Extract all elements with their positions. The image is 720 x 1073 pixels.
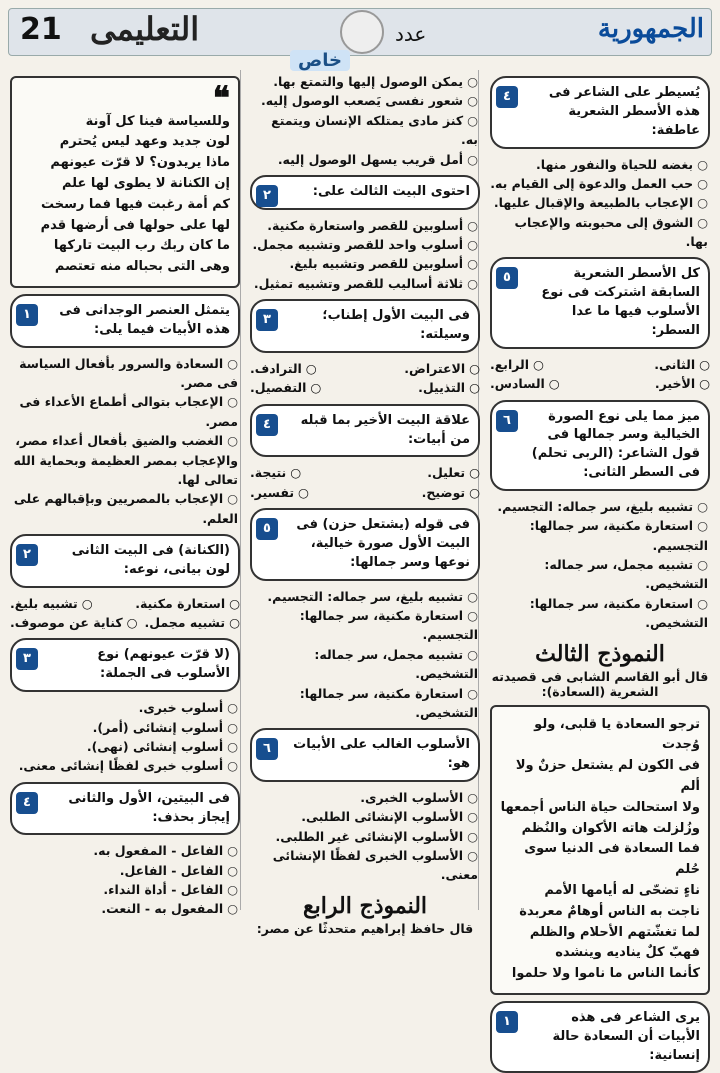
question-box — [10, 534, 240, 588]
option: ○ الفاعل - المفعول به. — [10, 841, 240, 860]
question-number: ٥ — [496, 267, 518, 289]
question-text: احتوى البيت الثالث على: — [312, 183, 470, 199]
option: ○ شعور نفسى يَصعب الوصول إليه. — [250, 91, 480, 110]
question-number: ١ — [16, 304, 38, 326]
option: ○ أسلوب خبرى لفظًا إنشائى معنى. — [10, 756, 240, 775]
poem-line: إن الكنانة لا يطوى لها علم — [61, 175, 230, 191]
question-number: ٦ — [256, 738, 278, 760]
option: ○ الرابع. — [490, 355, 544, 374]
poem-line: فهبّ كلٌ يناديه وينشده — [555, 945, 700, 961]
poem-box — [490, 705, 710, 995]
question-number: ٤ — [256, 414, 278, 436]
poem-line: كأنما الناس ما ناموا ولا حلموا — [511, 966, 700, 982]
option: ○ استعارة مكنية، سر جمالها: التجسيم. — [490, 516, 710, 555]
option: ○ أمل قريب يسهل الوصول إليه. — [250, 150, 480, 169]
poem-line: ترجو السعادة يا قلبى، ولو وُجدت — [534, 716, 700, 753]
option: ○ أسلوب إنشائى (نهى). — [10, 737, 240, 756]
option: ○ توضيح. — [422, 483, 480, 502]
question-box — [10, 638, 240, 692]
question-text: يرى الشاعر فى هذه الأبيات أن السعادة حالة إنسانية: — [552, 1009, 700, 1063]
question-text: يُسيطر على الشاعر فى هذه الأسطر الشعرية عاطفة: — [548, 85, 700, 138]
option: ○ الفاعل - أداة النداء. — [10, 880, 240, 899]
poem-line: وللسياسة فينا كل آونة — [85, 113, 230, 129]
question-box — [490, 257, 710, 348]
option: ○ استعارة مكنية. — [135, 594, 240, 613]
option: ○ الإعجاب بالطبيعة والإقبال عليها. — [490, 193, 710, 212]
column-divider — [240, 70, 241, 910]
option: ○ نتيجة. — [250, 463, 301, 482]
right-column — [490, 70, 710, 1063]
option: ○ الإعجاب بالمصريين وبإقبالهم على العلم. — [10, 489, 240, 528]
poem-line: وزُلزلت هاته الأكوان والنُظم — [521, 820, 700, 836]
question-box — [250, 728, 480, 782]
poem-line: لما تغشّتهم الأحلام والظلم — [529, 924, 700, 940]
question-text: فى البيت الأول إطناب؛ وسيلته: — [322, 308, 470, 343]
option: ○ الأسلوب الخبرى لفظًا الإنشائى معنى. — [250, 846, 480, 885]
option: ○ تشبيه مجمل، سر جماله: التشخيص. — [490, 555, 710, 594]
ministry-seal-icon — [340, 10, 384, 54]
section-heading: النموذج الثالث — [535, 640, 665, 667]
option: ○ أسلوب إنشائى (أمر). — [10, 718, 240, 737]
option: ○ تشبيه مجمل، سر جماله: التشخيص. — [250, 645, 480, 684]
option: ○ الأسلوب الخبرى. — [250, 788, 480, 807]
option-pair — [250, 359, 480, 378]
option: ○ الترادف. — [250, 359, 317, 378]
question-box — [250, 508, 480, 581]
edition-label: عدد — [395, 22, 427, 46]
option: ○ ثلاثة أساليب للقصر وتشبيه تمثيل. — [250, 274, 480, 293]
middle-column — [250, 70, 480, 936]
question-number: ٦ — [496, 410, 518, 432]
poem-line: ولا استحالت حياة الناس أجمعها — [500, 799, 700, 815]
option: ○ الغضب والضيق بأفعال أعداء مصر، والإعجاب بمصر العظيمة وبحماية الله تعالى لها. — [10, 431, 240, 489]
question-number: ٢ — [256, 185, 278, 207]
option: ○ السعادة والسرور بأفعال السياسة فى مصر. — [10, 354, 240, 393]
option: ○ الشوق إلى محبوبته والإعجاب بها. — [490, 213, 710, 252]
question-box — [490, 1001, 710, 1073]
poem-line: فى الكون لم يشتعل حزنٌ ولا ألم — [515, 758, 700, 794]
option: ○ استعارة مكنية، سر جمالها: التشخيص. — [490, 594, 710, 633]
options-list — [250, 216, 480, 294]
option: ○ التفصيل. — [250, 378, 321, 397]
question-number: ٤ — [16, 792, 38, 814]
left-column — [10, 70, 240, 917]
poem-line: لون جديد وعهد ليس يُحترم — [59, 134, 230, 150]
options-list — [250, 72, 480, 169]
option: ○ الثانى. — [654, 355, 710, 374]
option: ○ تشبيه مجمل. — [145, 613, 240, 632]
options-list — [490, 497, 710, 633]
question-number: ٤ — [496, 86, 518, 108]
question-box — [490, 400, 710, 491]
poem-line: ماذا يريدون؟ لا قرّت عيونهم — [50, 155, 230, 171]
question-box — [250, 175, 480, 210]
page-header — [0, 0, 720, 71]
option-pair — [250, 378, 480, 397]
option: ○ استعارة مكنية، سر جمالها: التشخيص. — [250, 684, 480, 723]
question-box — [250, 299, 480, 353]
question-box — [250, 404, 480, 458]
option: ○ الأسلوب الإنشائى غير الطلبى. — [250, 827, 480, 846]
option: ○ الأخير. — [655, 374, 710, 393]
section-title: التعليمى — [90, 10, 200, 48]
poem-line: ما كان ربك رب البيت تاركها — [53, 238, 230, 254]
option: ○ الأسلوب الإنشائى الطلبى. — [250, 807, 480, 826]
poem-box — [10, 76, 240, 288]
question-text: فى قوله (يشتعل حزن) فى البيت الأول صورة خيالية، نوعها وسر جمالها: — [296, 517, 470, 570]
option: ○ تعليل. — [427, 463, 480, 482]
options-list — [250, 587, 480, 723]
option: ○ أسلوب واحد للقصر وتشبيه مجمل. — [250, 235, 480, 254]
option: ○ الاعتراض. — [404, 359, 480, 378]
question-box — [490, 76, 710, 149]
question-box — [10, 294, 240, 348]
question-box — [10, 782, 240, 836]
question-text: يتمثل العنصر الوجدانى فى هذه الأبيات فيما يلى: — [59, 302, 230, 337]
option: ○ أسلوبين للقصر واستعارة مكنية. — [250, 216, 480, 235]
option-pair — [490, 374, 710, 393]
poem-line: كم أمة رغبت فيها فما رسخت — [41, 196, 230, 212]
poem-line: ناءٍ تضحّى له أيامها الأمم — [544, 882, 700, 898]
options-list — [250, 788, 480, 885]
option: ○ يمكن الوصول إليها والتمتع بها. — [250, 72, 480, 91]
special-badge: خاص — [290, 50, 350, 71]
option: ○ تشبيه بليغ. — [10, 594, 93, 613]
options-list — [10, 841, 240, 919]
poem-line: فما السعادة فى الدنيا سوى حُلم — [524, 841, 700, 878]
page-number: 21 — [20, 12, 62, 47]
option: ○ تفسير. — [250, 483, 309, 502]
question-number: ٢ — [16, 544, 38, 566]
option: ○ المفعول به - النعت. — [10, 899, 240, 918]
poem-line: لها على حولها فى أرضها قدم — [40, 217, 230, 233]
option-pair — [10, 613, 240, 632]
option: ○ أسلوب خبرى. — [10, 698, 240, 717]
question-text: (لا قرّت عيونهم) نوع الأسلوب فى الجملة: — [97, 647, 230, 682]
question-text: علاقة البيت الأخير بما قبله من أبيات: — [300, 412, 470, 447]
question-number: ٣ — [16, 648, 38, 670]
option: ○ استعارة مكنية، سر جمالها: التجسيم. — [250, 606, 480, 645]
option: ○ تشبيه بليغ، سر جماله: التجسيم. — [250, 587, 480, 606]
quote-open-icon: ❝ — [212, 79, 230, 117]
option: ○ تشبيه بليغ، سر جماله: التجسيم. — [490, 497, 710, 516]
option: ○ أسلوبين للقصر وتشبيه بليغ. — [250, 254, 480, 273]
question-text: كل الأسطر الشعرية السابقة اشتركت فى نوع الأسلوب فيها ما عدا السطر: — [541, 266, 700, 338]
section-intro: قال أبو القاسم الشابى فى قصيدته الشعرية (السعادة): — [491, 668, 709, 699]
option: ○ التذييل. — [418, 378, 480, 397]
options-list — [10, 354, 240, 528]
option: ○ السادس. — [490, 374, 560, 393]
options-list — [490, 155, 710, 252]
question-text: الأسلوب الغالب على الأبيات هو: — [293, 737, 470, 772]
question-text: فى البيتين، الأول والثانى إيجاز بحذف: — [68, 790, 230, 825]
option: ○ بغضه للحياة والنفور منها. — [490, 155, 710, 174]
option-pair — [10, 594, 240, 613]
option-pair — [250, 463, 480, 482]
option: ○ الإعجاب بتوالى أطماع الأعداء فى مصر. — [10, 392, 240, 431]
question-text: (الكنانة) فى البيت الثانى لون بيانى، نوعه: — [71, 543, 230, 577]
question-number: ٥ — [256, 518, 278, 540]
option-pair — [250, 483, 480, 502]
section-intro: قال حافظ إبراهيم متحدثًا عن مصر: — [256, 920, 474, 936]
section-heading: النموذج الرابع — [302, 892, 428, 919]
option: ○ كناية عن موصوف. — [10, 613, 137, 632]
option: ○ حب العمل والدعوة إلى القيام به. — [490, 174, 710, 193]
poem-line: ناجت به الناس أوهامٌ معربدة — [519, 903, 700, 919]
question-text: ميز مما يلى نوع الصورة الخيالية وسر جمالها فى قول الشاعر: (الربى تحلم) فى السطر الثانى: — [531, 408, 700, 481]
option: ○ كنز مادى يمتلكه الإنسان ويتمتع به. — [250, 111, 480, 150]
question-number: ١ — [496, 1011, 518, 1033]
poem-line: وهى التى بحباله منه تعتصم — [54, 259, 230, 275]
option: ○ الفاعل - الفاعل. — [10, 861, 240, 880]
newspaper-logo: الجمهورية — [597, 14, 704, 44]
options-list — [10, 698, 240, 776]
option-pair — [490, 355, 710, 374]
question-number: ٣ — [256, 309, 278, 331]
